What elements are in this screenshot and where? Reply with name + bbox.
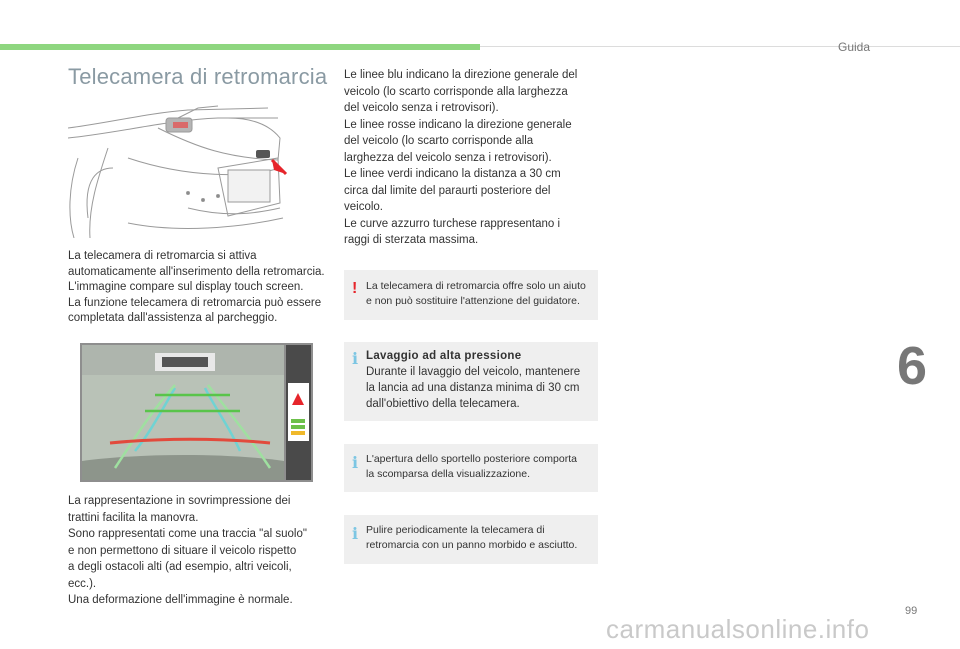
lines-line: veicolo. [344,201,383,213]
warning-line: e non può sostituire l'attenzione del guidatore. [366,295,580,307]
lines-line: Le linee verdi indicano la distanza a 30 cm [344,168,561,180]
info-line: retromarcia con un panno morbido e asciutto. [366,539,578,551]
overlay-line: ecc.). [68,577,97,590]
overlay-line: La rappresentazione in sovrimpressione dei [68,495,291,507]
intro-line: La funzione telecamera di retromarcia può essere [68,296,322,309]
info-box-cleaning [344,515,598,564]
top-accent-bar [0,44,480,50]
intro-line: L'immagine compare sul display touch screen. [68,281,304,293]
lines-line: Le linee blu indicano la direzione generale del [344,69,578,81]
guide-lines-paragraph [344,67,598,249]
info-line: Durante il lavaggio del veicolo, mantenere [366,366,581,378]
info-line: dall'obiettivo della telecamera. [366,398,520,410]
page-title: Telecamera di retromarcia [68,64,328,89]
warning-box [344,270,598,320]
chapter-number: 6 [897,336,928,396]
intro-paragraph [68,249,330,327]
lines-line: del veicolo (lo scarto corrisponde alla [344,135,534,147]
warning-icon: ! [352,280,358,297]
overlay-line: Una deformazione dell'immagine è normale. [68,594,293,606]
camera-display-illustration [80,343,313,482]
intro-line: automaticamente all'inserimento della retromarcia. [68,265,325,278]
intro-line: La telecamera di retromarcia si attiva [68,250,257,262]
info-box-tailgate [344,444,598,492]
lines-line: del veicolo senza i retrovisori). [344,102,499,114]
lines-line: Le linee rosse indicano la direzione generale [344,118,572,131]
car-rear-illustration [68,98,330,238]
info-line: la lancia ad una distanza minima di 30 cm [366,382,580,394]
top-divider-line [480,46,960,47]
info-line: la scomparsa della visualizzazione. [366,468,530,480]
lines-line: raggi di sterzata massima. [344,234,479,246]
info-icon: i [352,453,359,472]
overlay-line: e non permettono di situare il veicolo rispetto [68,544,297,557]
info-line: Pulire periodicamente la telecamera di [366,524,545,536]
watermark: carmanualsonline.info [606,614,870,644]
warning-line: La telecamera di retromarcia offre solo un aiuto [366,280,586,292]
page-number: 99 [905,605,918,617]
intro-line: completata dall'assistenza al parcheggio. [68,312,278,324]
lines-line: veicolo (lo scarto corrisponde alla larghezza [344,85,568,98]
info-box-title: Lavaggio ad alta pressione [366,350,522,362]
info-icon: i [352,349,359,368]
section-label: Guida [838,40,871,54]
info-line: L'apertura dello sportello posteriore comporta [366,453,577,465]
lines-line: Le curve azzurro turchese rappresentano i [344,217,561,230]
lines-line: larghezza del veicolo senza i retrovisori). [344,151,552,164]
info-icon: i [352,524,359,543]
overlay-paragraph [68,493,330,609]
overlay-line: Sono rappresentati come una traccia "al suolo" [68,528,307,540]
overlay-line: trattini facilita la manovra. [68,511,199,524]
lines-line: circa dal limite del paraurti posteriore del [344,184,551,197]
overlay-line: a degli ostacoli alti (ad esempio, altri veicoli, [68,561,292,573]
info-box-washing [344,342,598,421]
